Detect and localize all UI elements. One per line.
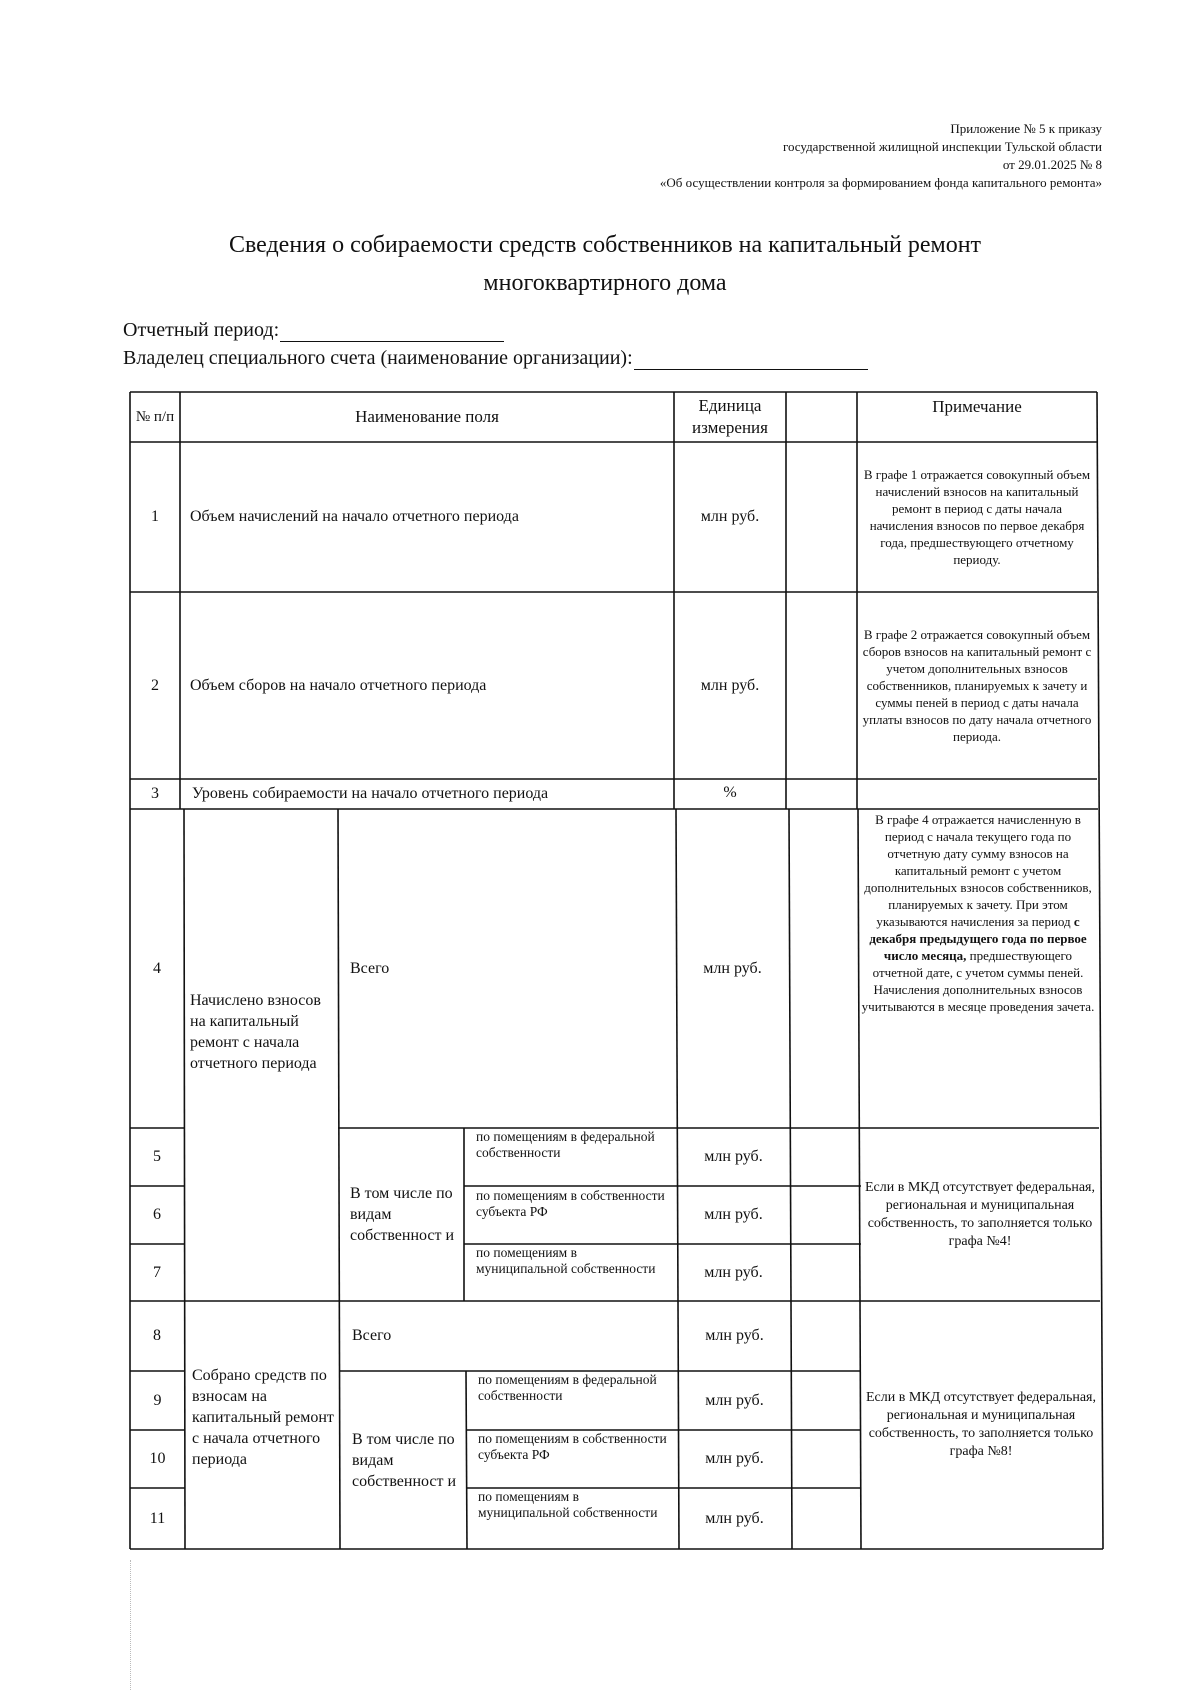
- document-title: [100, 226, 1110, 302]
- order-title-line: «Об осуществлении контроля за формированием фонда капитального ремонта»: [659, 175, 1102, 190]
- row-4-note-a: В графе 4 отражается начисленную в период с начала текущего года по отчетную дату сумму взносов на капитальный ремонт с учетом дополнительных взносов собственников, планируемых к зачету. При этом указываются начисления за период: [864, 812, 1092, 929]
- row-4-unit: млн руб.: [703, 959, 762, 977]
- row-10-value[interactable]: [791, 1430, 860, 1488]
- order-date-line: от 29.01.2025 № 8: [1002, 157, 1102, 172]
- row-7-name: по помещениям в муниципальной собственности: [476, 1245, 656, 1276]
- row-8-name: Всего: [352, 1327, 392, 1344]
- scan-artifact-line: [130, 1560, 131, 1690]
- title-line-2: многоквартирного дома: [483, 270, 727, 296]
- row-9-value[interactable]: [791, 1371, 860, 1430]
- header-note: Примечание: [932, 397, 1022, 416]
- row-5-value[interactable]: [790, 1128, 859, 1186]
- title-line-1: Сведения о собираемости средств собственников на капитальный ремонт: [228, 232, 982, 258]
- row-1-unit: млн руб.: [700, 508, 760, 525]
- note-rows-5-7: Если в МКД отсутствует федеральная, региональная и муниципальная собственность, то заполняется только графа №4!: [864, 1179, 1095, 1249]
- row-11-value[interactable]: [791, 1488, 860, 1549]
- header-unit: Единица измерения: [692, 396, 768, 437]
- row-1-note: В графе 1 отражается совокупный объем начислений взносов на капитальный ремонт в период с даты начала начисления взносов по первое декабря года, предшествующего отчетному периоду.: [863, 467, 1091, 567]
- row-9-num: 9: [153, 1391, 162, 1409]
- row-5-name: по помещениям в федеральной собственности: [476, 1129, 655, 1160]
- group-accrued-label: Начислено взносов на капитальный ремонт с начала отчетного периода: [190, 992, 321, 1072]
- row-10-unit: млн руб.: [705, 1450, 764, 1467]
- row-11-num: 11: [149, 1509, 166, 1527]
- header-num: № п/п: [135, 409, 175, 425]
- row-7-value[interactable]: [790, 1244, 859, 1301]
- row-4-note-bold2: предыдущего года по первое число месяца,: [883, 931, 1087, 963]
- row-3-value[interactable]: [786, 779, 857, 809]
- collected-by-type-label: В том числе по видам собственност и: [352, 1430, 457, 1490]
- reporting-period-field: [123, 318, 504, 342]
- row-7-num: 7: [153, 1263, 161, 1281]
- account-owner-label: Владелец специального счета (наименование организации):: [123, 347, 633, 369]
- inspection-line: государственной жилищной инспекции Тульской области: [782, 139, 1102, 154]
- row-8-num: 8: [153, 1327, 161, 1344]
- reporting-period-label: Отчетный период:: [123, 319, 280, 341]
- row-3-num: 3: [151, 785, 159, 802]
- row-2-value[interactable]: [786, 592, 857, 779]
- row-4-note: [858, 809, 1098, 1128]
- row-11-name: по помещениям в муниципальной собственности: [478, 1489, 658, 1520]
- row-2-note: В графе 2 отражается совокупный объем сборов взносов на капитальный ремонт с учетом дополнительных взносов собственников, планируемых к зачету и суммы пеней в период с даты начала уплаты взносов по дату начала отчетного периода.: [862, 627, 1092, 744]
- row-4-note-b: предшествующего отчетной дате, с учетом суммы пеней. Начисления дополнительных взносов учитываются в месяце проведения зачета.: [861, 948, 1095, 1014]
- row-1-value[interactable]: [786, 442, 857, 592]
- row-6-name: по помещениям в собственности субъекта РФ: [476, 1188, 665, 1219]
- row-3-unit: %: [723, 784, 737, 801]
- row-4-num: 4: [153, 959, 161, 977]
- row-6-unit: млн руб.: [704, 1206, 763, 1223]
- row-6-value[interactable]: [790, 1186, 859, 1244]
- row-10-num: 10: [149, 1450, 166, 1467]
- row-8-value[interactable]: [791, 1301, 860, 1371]
- row-4-value[interactable]: [789, 809, 858, 1128]
- header-field-name: Наименование поля: [355, 407, 499, 426]
- group-collected-label: Собрано средств по взносам на капитальный ремонт с начала отчетного периода: [192, 1367, 334, 1468]
- row-10-name: по помещениям в собственности субъекта РФ: [478, 1431, 667, 1462]
- row-6-num: 6: [153, 1206, 161, 1223]
- row-9-name: по помещениям в федеральной собственности: [478, 1372, 657, 1403]
- accrued-by-type-label: В том числе по видам собственност и: [350, 1185, 455, 1244]
- row-1-num: 1: [151, 508, 159, 525]
- row-5-num: 5: [153, 1148, 161, 1165]
- appendix-line: Приложение № 5 к приказу: [950, 121, 1102, 136]
- row-2-name: Объем сборов на начало отчетного периода: [190, 676, 487, 694]
- header-blank: [786, 392, 857, 442]
- row-2-num: 2: [151, 676, 159, 694]
- account-owner-blank[interactable]: [634, 350, 868, 370]
- row-8-unit: млн руб.: [705, 1327, 764, 1344]
- account-owner-field: [123, 346, 868, 370]
- row-3-name: Уровень собираемости на начало отчетного периода: [192, 785, 549, 802]
- row-11-unit: млн руб.: [705, 1509, 764, 1527]
- row-5-unit: млн руб.: [704, 1148, 763, 1165]
- row-1-name: Объем начислений на начало отчетного периода: [190, 508, 519, 525]
- row-9-unit: млн руб.: [705, 1391, 764, 1409]
- row-7-unit: млн руб.: [704, 1263, 763, 1281]
- order-appendix-header: [482, 120, 1102, 192]
- row-4-name: Всего: [350, 959, 390, 977]
- row-3-note: [857, 779, 1097, 809]
- row-4-note-bold1: с декабря: [869, 914, 1080, 946]
- row-2-unit: млн руб.: [700, 676, 760, 694]
- reporting-period-blank[interactable]: [280, 322, 504, 342]
- note-rows-9-11: Если в МКД отсутствует федеральная, региональная и муниципальная собственность, то заполняется только графа №8!: [865, 1390, 1096, 1459]
